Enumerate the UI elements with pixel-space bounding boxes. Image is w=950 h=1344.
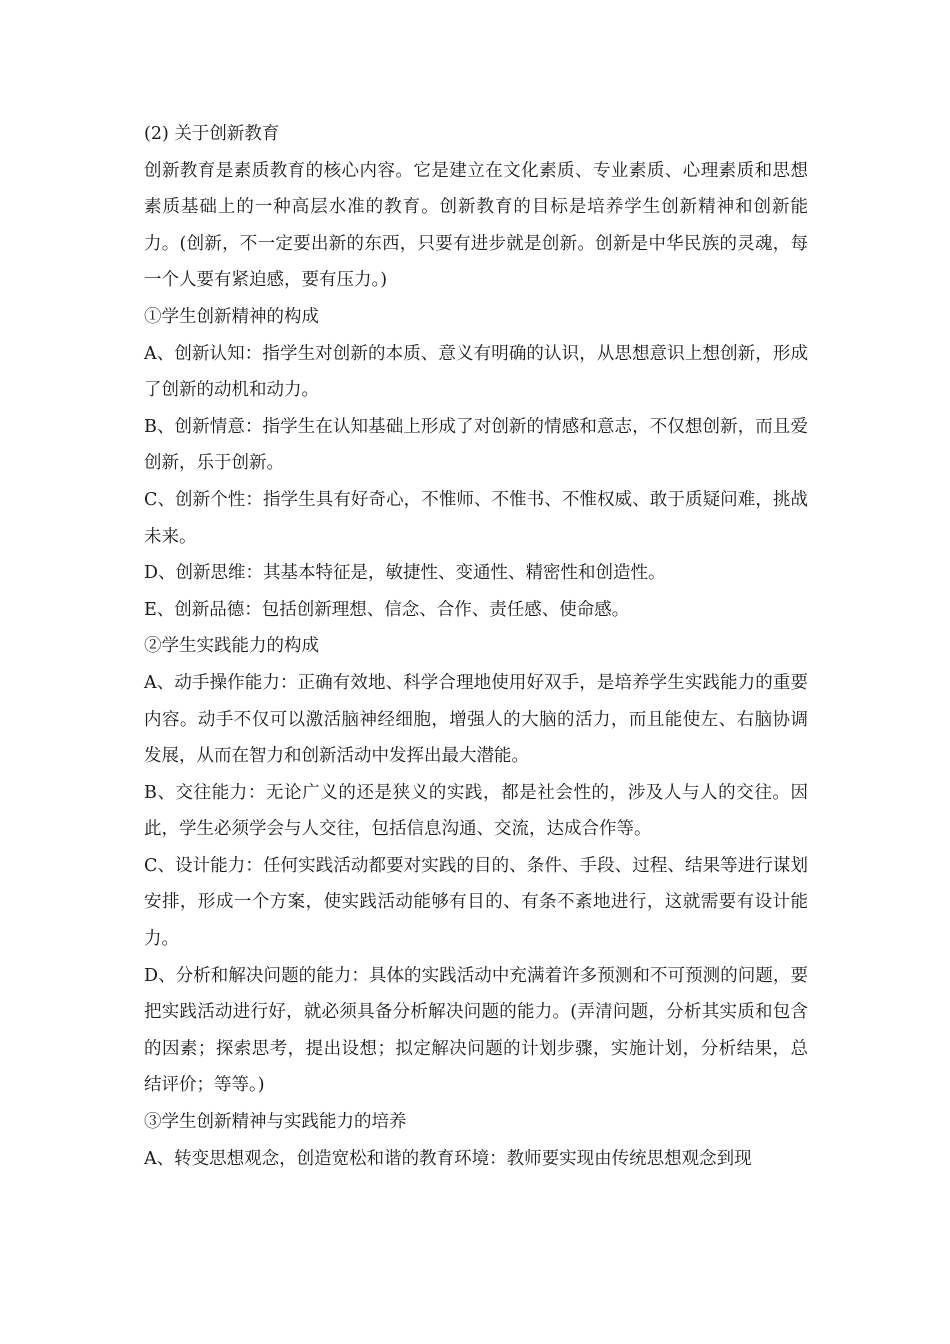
- part1-item-e: E、创新品德：包括创新理想、信念、合作、责任感、使命感。: [144, 599, 630, 620]
- part2-item-c: C、设计能力：任何实践活动都要对实践的目的、条件、手段、过程、结果等进行谋划安排，形成一个方案，使实践活动能够有目的、有条不紊地进行，这就需要有设计能力。: [144, 855, 808, 950]
- part1-item-b: B、创新情意：指学生在认知基础上形成了对创新的情感和意志，不仅想创新，而且爱创新，乐于创新。: [144, 416, 808, 474]
- part3-item-a: A、转变思想观念，创造宽松和谐的教育环境：教师要实现由传统思想观念到现: [144, 1148, 752, 1169]
- intro-paragraph: 创新教育是素质教育的核心内容。它是建立在文化素质、专业素质、心理素质和思想素质基础上的一种高层水准的教育。创新教育的目标是培养学生创新精神和创新能力。(创新，不一定要出新的东西，只要有进步就是创新。创新是中华民族的灵魂，每一个人要有紧迫感，要有压力。): [144, 160, 808, 291]
- part2-item-d: D、分析和解决问题的能力：具体的实践活动中充满着许多预测和不可预测的问题，要把实践活动进行好，就必须具备分析解决问题的能力。(弄清问题，分析其实质和包含的因素；探索思考，提出设想；拟定解决问题的计划步骤，实施计划，分析结果，总结评价；等等。): [144, 965, 808, 1096]
- document-body: [144, 116, 808, 1177]
- part1-heading: ①学生创新精神的构成: [144, 306, 319, 327]
- part1-item-c: C、创新个性：指学生具有好奇心，不惟师、不惟书、不惟权威、敢于质疑问难，挑战未来。: [144, 489, 808, 547]
- part2-item-b: B、交往能力：无论广义的还是狭义的实践，都是社会性的，涉及人与人的交往。因此，学生必须学会与人交往，包括信息沟通、交流，达成合作等。: [144, 782, 808, 840]
- part2-item-a: A、动手操作能力：正确有效地、科学合理地使用好双手，是培养学生实践能力的重要内容。动手不仅可以激活脑神经细胞，增强人的大脑的活力，而且能使左、右脑协调发展，从而在智力和创新活动中发挥出最大潜能。: [144, 672, 808, 767]
- section-title: (2) 关于创新教育: [144, 124, 280, 144]
- part3-heading: ③学生创新精神与实践能力的培养: [144, 1112, 407, 1133]
- part1-item-a: A、创新认知：指学生对创新的本质、意义有明确的认识，从思想意识上想创新，形成了创新的动机和动力。: [144, 343, 808, 401]
- part2-heading: ②学生实践能力的构成: [144, 636, 319, 657]
- part1-item-d: D、创新思维：其基本特征是，敏捷性、变通性、精密性和创造性。: [144, 563, 666, 584]
